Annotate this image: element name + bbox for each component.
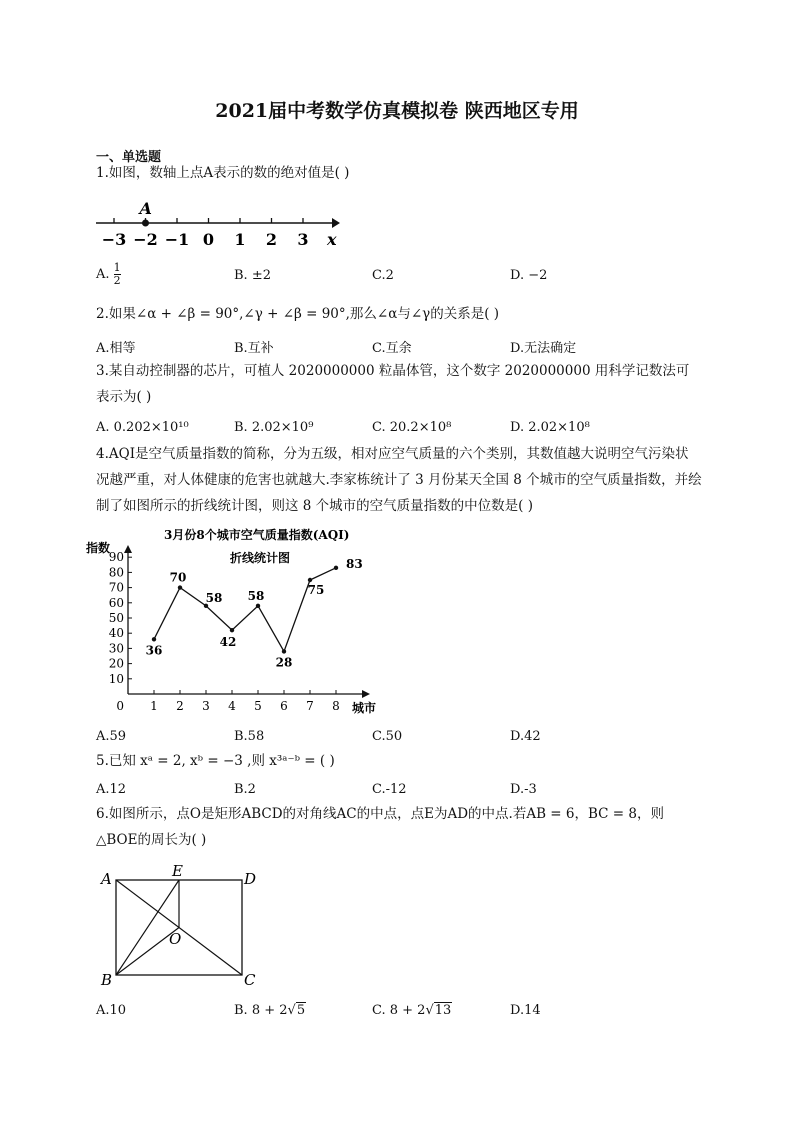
chart-point: [178, 585, 182, 589]
q5-option-b: B.2: [234, 782, 256, 797]
point-a-label: A: [139, 199, 152, 218]
number-line-figure: [92, 196, 342, 252]
q6-option-b: [234, 1003, 306, 1018]
vertex-a-label: A: [101, 870, 112, 888]
question-5-stem: 5.已知 xᵃ = 2, xᵇ = −3 ,则 x³ᵃ⁻ᵇ = ( ): [96, 753, 335, 769]
q1-option-a-prefix: A.: [96, 267, 110, 282]
q3-option-c: C. 20.2×10⁸: [372, 420, 452, 435]
chart-data-label: 58: [205, 590, 223, 605]
rectangle-figure: [96, 862, 266, 990]
q5-option-a: A.12: [96, 782, 127, 797]
q4-option-c: C.50: [372, 729, 403, 744]
q2-option-a: A.相等: [96, 341, 136, 356]
chart-y-tick-label: 50: [108, 611, 124, 625]
chart-y-tick-label: 30: [108, 641, 124, 656]
chart-data-label: 42: [219, 635, 237, 650]
point-o-label: O: [169, 930, 182, 948]
chart-y-tick-label: 40: [108, 626, 124, 641]
chart-point: [256, 604, 260, 608]
chart-x-tick-label: 4: [228, 699, 236, 713]
q2-option-b: B.互补: [234, 341, 274, 356]
chart-x-tick-label: 5: [254, 699, 262, 713]
number-line-tick-label: −3: [101, 230, 127, 249]
q4-option-a: A.59: [96, 729, 127, 744]
chart-point: [334, 566, 338, 570]
chart-data-label: 36: [145, 643, 163, 658]
chart-point: [230, 628, 234, 632]
chart-point: [282, 649, 286, 653]
number-line-tick-label: 1: [234, 230, 246, 249]
vertex-e-label: E: [172, 862, 183, 880]
axis-x-label: x: [327, 230, 337, 249]
chart-data-label: 83: [346, 556, 363, 571]
chart-point: [152, 637, 156, 641]
q4-option-d: D.42: [510, 729, 541, 744]
chart-origin-label: 0: [116, 699, 124, 713]
q2-option-d: D.无法确定: [510, 341, 577, 356]
axis-arrow-icon: [332, 218, 340, 228]
chart-data-label: 70: [169, 570, 187, 585]
chart-data-label: 28: [275, 655, 293, 670]
q2-option-c: C.互余: [372, 341, 412, 356]
vertex-b-label: B: [101, 971, 113, 989]
chart-points: [146, 557, 363, 670]
segment-be: [116, 880, 182, 975]
x-axis-arrow-icon: [362, 690, 370, 698]
chart-x-tick-label: 1: [150, 699, 158, 713]
number-line-tick-label: 2: [265, 230, 278, 249]
q6-option-c: [372, 1003, 452, 1018]
chart-subtitle: 折线统计图: [230, 551, 291, 565]
q4-option-b: B.58: [234, 729, 265, 744]
number-line-tick-label: 3: [297, 230, 309, 249]
q1-option-c: C.2: [372, 268, 394, 283]
chart-y-tick-label: 10: [108, 671, 124, 686]
q3-option-a: A. 0.202×10¹⁰: [96, 420, 189, 435]
aqi-line-chart: [86, 522, 386, 720]
vertex-c-label: C: [244, 971, 256, 989]
vertex-d-label: D: [244, 870, 257, 888]
sqrt-sign-icon: √: [287, 1003, 296, 1018]
fraction-denominator: 2: [113, 274, 121, 287]
q3-option-d: D. 2.02×10⁸: [510, 420, 590, 435]
q6-option-d: D.14: [510, 1003, 541, 1018]
page-title: 2021届中考数学仿真模拟卷 陕西地区专用: [215, 100, 579, 122]
chart-y-tick-label: 70: [108, 580, 124, 595]
q6-option-b-prefix: B. 8 + 2: [234, 1003, 288, 1018]
chart-y-tick-label: 80: [108, 565, 124, 580]
chart-x-tick-label: 2: [176, 699, 184, 713]
fraction-one-half: [114, 262, 121, 287]
question-4-stem: 4.AQI是空气质量指数的简称，分为五级，相对应空气质量的六个类别，其数值越大说明空气污染状况越严重，对人体健康的危害也就越大.李家栋统计了 3 月份某天全国 8 个城市的空气质量指数，并绘制了如图所示的折线统计图，则这 8 个城市的空气质量指数的中位数是( ): [96, 446, 702, 514]
question-2-stem: 2.如果∠α + ∠β = 90°,∠γ + ∠β = 90°,那么∠α与∠γ的关系是( ): [96, 306, 500, 322]
chart-title: 3月份8个城市空气质量指数(AQI): [164, 528, 350, 542]
chart-y-tick-label: 20: [108, 656, 124, 671]
point-a-marker: [142, 220, 149, 227]
y-axis-arrow-icon: [124, 545, 132, 553]
chart-x-tick-label: 8: [332, 699, 340, 713]
q5-option-d: D.-3: [510, 782, 537, 797]
chart-xlabel: 城市: [352, 701, 377, 715]
q6-option-a: A.10: [96, 1003, 127, 1018]
chart-y-tick-label: 60: [108, 595, 124, 610]
q6-option-c-radicand: 13: [434, 1003, 452, 1018]
chart-ylabel: 指数: [86, 541, 111, 555]
sqrt-sign-icon: √: [425, 1003, 434, 1018]
number-line-tick-label: −1: [164, 230, 190, 249]
question-6-stem: 6.如图所示，点O是矩形ABCD的对角线AC的中点，点E为AD的中点.若AB = 6，BC = 8，则△BOE的周长为( ): [96, 806, 664, 848]
q6-option-b-radicand: 5: [296, 1003, 306, 1018]
q1-option-b: B. ±2: [234, 268, 271, 283]
chart-x-tick-label: 3: [202, 699, 210, 713]
chart-data-label: 75: [307, 583, 325, 597]
chart-x-tick-label: 6: [280, 699, 288, 713]
chart-x-tick-label: 7: [306, 699, 314, 713]
chart-data-label: 58: [247, 588, 265, 603]
number-line-tick-label: −2: [133, 230, 158, 249]
q5-option-c: C.-12: [372, 782, 407, 797]
fraction-numerator: 1: [113, 261, 121, 274]
question-1-stem: 1.如图，数轴上点A表示的数的绝对值是( ): [96, 165, 350, 181]
question-3-stem: 3.某自动控制器的芯片，可植人 2020000000 粒晶体管，这个数字 2020000000 用科学记数法可表示为( ): [96, 363, 690, 405]
q1-option-a: [96, 262, 121, 287]
q3-option-b: B. 2.02×10⁹: [234, 420, 314, 435]
chart-point: [308, 578, 312, 582]
q6-option-c-prefix: C. 8 + 2: [372, 1003, 426, 1018]
q1-option-d: D. −2: [510, 268, 548, 283]
section-heading: 一、单选题: [96, 150, 162, 165]
number-line-tick-label: 0: [202, 230, 215, 249]
chart-y-tick-label: 90: [108, 550, 124, 565]
